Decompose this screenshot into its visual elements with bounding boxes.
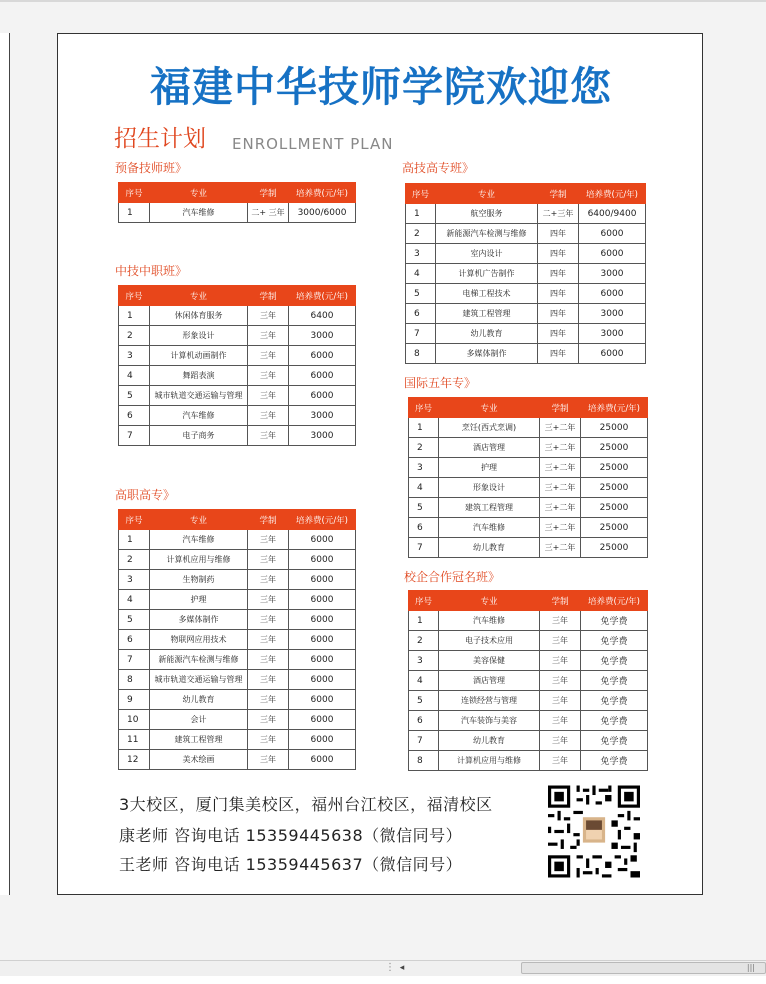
cell-duration: 三年 bbox=[540, 671, 581, 691]
cell-fee: 6000 bbox=[289, 670, 356, 690]
cell-fee: 6000 bbox=[579, 244, 646, 264]
cell-no: 2 bbox=[409, 438, 439, 458]
campus-info: 3大校区，厦门集美校区，福州台江校区，福清校区 bbox=[119, 795, 493, 814]
table-row bbox=[406, 344, 646, 364]
cell-duration: 二+ 三年 bbox=[248, 203, 289, 223]
cell-duration: 四年 bbox=[538, 344, 579, 364]
cell-no: 2 bbox=[119, 550, 150, 570]
cell-fee: 免学费 bbox=[581, 611, 648, 631]
table-gaoji bbox=[405, 183, 646, 364]
bottom-edge bbox=[0, 976, 766, 984]
table-row bbox=[119, 530, 356, 550]
cell-fee: 25000 bbox=[581, 538, 648, 558]
cell-fee: 6000 bbox=[579, 344, 646, 364]
cell-major: 汽车维修 bbox=[439, 518, 540, 538]
cell-fee: 免学费 bbox=[581, 751, 648, 771]
cell-duration: 三年 bbox=[540, 631, 581, 651]
table-header-row bbox=[409, 398, 648, 418]
cell-duration: 三年 bbox=[540, 691, 581, 711]
cell-major: 计算机动画制作 bbox=[150, 346, 248, 366]
cell-no: 1 bbox=[409, 611, 439, 631]
table-row bbox=[119, 346, 356, 366]
table-row bbox=[409, 498, 648, 518]
cell-fee: 6000 bbox=[289, 690, 356, 710]
cell-no: 2 bbox=[409, 631, 439, 651]
cell-no: 1 bbox=[119, 306, 150, 326]
cell-duration: 三年 bbox=[248, 426, 289, 446]
cell-major: 航空服务 bbox=[436, 204, 538, 224]
cell-fee: 6000 bbox=[289, 750, 356, 770]
cell-duration: 三年 bbox=[248, 650, 289, 670]
table-header-row bbox=[406, 184, 646, 204]
cell-major: 电子技术应用 bbox=[439, 631, 540, 651]
table-row bbox=[409, 631, 648, 651]
cell-no: 10 bbox=[119, 710, 150, 730]
cell-no: 4 bbox=[409, 671, 439, 691]
header-major: 专业 bbox=[439, 398, 540, 418]
cell-major: 幼儿教育 bbox=[436, 324, 538, 344]
table-row bbox=[119, 570, 356, 590]
header-major: 专业 bbox=[150, 286, 248, 306]
cell-duration: 三年 bbox=[540, 651, 581, 671]
table-header-row bbox=[119, 183, 356, 203]
header-major: 专业 bbox=[150, 183, 248, 203]
header-major: 专业 bbox=[439, 591, 540, 611]
cell-fee: 3000 bbox=[289, 326, 356, 346]
section-title-zhongji: 中技中职班》 bbox=[115, 264, 188, 278]
header-no: 序号 bbox=[406, 184, 436, 204]
contact-wang: 王老师 咨询电话 15359445637（微信同号） bbox=[119, 855, 463, 874]
plan-heading-en: ENROLLMENT PLAN bbox=[232, 135, 394, 153]
cell-major: 生物制药 bbox=[150, 570, 248, 590]
section-title-xiaoqi: 校企合作冠名班》 bbox=[404, 570, 501, 584]
cell-major: 电梯工程技术 bbox=[436, 284, 538, 304]
cell-no: 1 bbox=[406, 204, 436, 224]
cell-no: 4 bbox=[409, 478, 439, 498]
table-guoji bbox=[408, 397, 648, 558]
cell-fee: 25000 bbox=[581, 418, 648, 438]
cell-duration: 三年 bbox=[248, 326, 289, 346]
cell-duration: 三年 bbox=[248, 346, 289, 366]
cell-fee: 6000 bbox=[289, 650, 356, 670]
cell-major: 建筑工程管理 bbox=[439, 498, 540, 518]
table-row bbox=[119, 366, 356, 386]
cell-fee: 3000 bbox=[289, 426, 356, 446]
cell-major: 汽车维修 bbox=[439, 611, 540, 631]
cell-no: 8 bbox=[406, 344, 436, 364]
table-header-row bbox=[119, 510, 356, 530]
cell-no: 7 bbox=[119, 650, 150, 670]
cell-no: 6 bbox=[409, 711, 439, 731]
section-title-yubei: 预备技师班》 bbox=[115, 161, 188, 175]
cell-no: 2 bbox=[406, 224, 436, 244]
qr-code-icon bbox=[548, 785, 640, 878]
thumb-grip-icon: ||| bbox=[746, 963, 755, 972]
cell-major: 烹饪(西式烹调) bbox=[439, 418, 540, 438]
scrollbar-thumb[interactable] bbox=[521, 962, 766, 974]
table-row bbox=[406, 204, 646, 224]
cell-no: 7 bbox=[409, 538, 439, 558]
cell-duration: 三年 bbox=[248, 590, 289, 610]
header-no: 序号 bbox=[409, 591, 439, 611]
table-row bbox=[409, 751, 648, 771]
cell-duration: 三年 bbox=[248, 730, 289, 750]
table-row bbox=[119, 203, 356, 223]
header-duration: 学制 bbox=[248, 510, 289, 530]
cell-major: 连锁经营与管理 bbox=[439, 691, 540, 711]
cell-major: 汽车装饰与美容 bbox=[439, 711, 540, 731]
cell-fee: 25000 bbox=[581, 458, 648, 478]
table-row bbox=[119, 326, 356, 346]
cell-duration: 四年 bbox=[538, 224, 579, 244]
cell-major: 舞蹈表演 bbox=[150, 366, 248, 386]
cell-duration: 三+二年 bbox=[540, 538, 581, 558]
cell-duration: 三年 bbox=[248, 366, 289, 386]
cell-no: 1 bbox=[119, 530, 150, 550]
cell-major: 新能源汽车检测与维修 bbox=[436, 224, 538, 244]
section-title-gaozhi: 高职高专》 bbox=[115, 488, 176, 502]
header-duration: 学制 bbox=[540, 398, 581, 418]
cell-major: 酒店管理 bbox=[439, 671, 540, 691]
cell-fee: 25000 bbox=[581, 478, 648, 498]
cell-no: 9 bbox=[119, 690, 150, 710]
cell-duration: 四年 bbox=[538, 284, 579, 304]
table-row bbox=[119, 550, 356, 570]
cell-fee: 6000 bbox=[289, 366, 356, 386]
cell-fee: 25000 bbox=[581, 518, 648, 538]
header-major: 专业 bbox=[150, 510, 248, 530]
table-row bbox=[406, 264, 646, 284]
cell-no: 6 bbox=[406, 304, 436, 324]
cell-no: 7 bbox=[409, 731, 439, 751]
cell-major: 汽车维修 bbox=[150, 530, 248, 550]
cell-major: 幼儿教育 bbox=[150, 690, 248, 710]
table-zhongji bbox=[118, 285, 356, 446]
cell-fee: 免学费 bbox=[581, 651, 648, 671]
cell-no: 7 bbox=[119, 426, 150, 446]
table-header-row bbox=[119, 286, 356, 306]
table-row bbox=[406, 304, 646, 324]
contact-kang: 康老师 咨询电话 15359445638（微信同号） bbox=[119, 826, 463, 845]
table-row bbox=[406, 244, 646, 264]
cell-duration: 二+三年 bbox=[538, 204, 579, 224]
cell-fee: 免学费 bbox=[581, 631, 648, 651]
cell-no: 8 bbox=[409, 751, 439, 771]
cell-no: 2 bbox=[119, 326, 150, 346]
cell-fee: 6000 bbox=[289, 570, 356, 590]
page-title: 福建中华技师学院欢迎您 bbox=[150, 63, 612, 111]
table-row bbox=[406, 324, 646, 344]
header-fee: 培养费(元/年) bbox=[289, 510, 356, 530]
cell-fee: 25000 bbox=[581, 498, 648, 518]
cell-duration: 三+二年 bbox=[540, 438, 581, 458]
cell-no: 3 bbox=[409, 458, 439, 478]
cell-major: 会计 bbox=[150, 710, 248, 730]
cell-fee: 6000 bbox=[579, 284, 646, 304]
cell-duration: 三年 bbox=[248, 630, 289, 650]
cell-duration: 三年 bbox=[540, 751, 581, 771]
cell-major: 多媒体制作 bbox=[436, 344, 538, 364]
cell-duration: 三年 bbox=[248, 386, 289, 406]
cell-duration: 三+二年 bbox=[540, 478, 581, 498]
cell-fee: 免学费 bbox=[581, 691, 648, 711]
cell-major: 室内设计 bbox=[436, 244, 538, 264]
cell-fee: 免学费 bbox=[581, 671, 648, 691]
cell-major: 幼儿教育 bbox=[439, 731, 540, 751]
cell-no: 3 bbox=[119, 346, 150, 366]
table-row bbox=[119, 406, 356, 426]
cell-duration: 四年 bbox=[538, 264, 579, 284]
table-row bbox=[119, 386, 356, 406]
table-row bbox=[409, 418, 648, 438]
header-no: 序号 bbox=[119, 183, 150, 203]
header-fee: 培养费(元/年) bbox=[581, 591, 648, 611]
cell-major: 建筑工程管理 bbox=[436, 304, 538, 324]
table-xiaoqi bbox=[408, 590, 648, 771]
cell-fee: 6000 bbox=[289, 530, 356, 550]
table-row bbox=[119, 730, 356, 750]
table-row bbox=[406, 284, 646, 304]
cell-duration: 四年 bbox=[538, 304, 579, 324]
cell-fee: 6000 bbox=[289, 730, 356, 750]
cell-duration: 三+二年 bbox=[540, 458, 581, 478]
table-row bbox=[409, 438, 648, 458]
cell-no: 6 bbox=[119, 630, 150, 650]
section-title-gaoji: 高技高专班》 bbox=[402, 161, 475, 175]
cell-major: 休闲体育服务 bbox=[150, 306, 248, 326]
cell-no: 5 bbox=[406, 284, 436, 304]
cell-major: 多媒体制作 bbox=[150, 610, 248, 630]
cell-major: 形象设计 bbox=[150, 326, 248, 346]
table-row bbox=[406, 224, 646, 244]
cell-duration: 三年 bbox=[248, 550, 289, 570]
header-duration: 学制 bbox=[538, 184, 579, 204]
cell-major: 电子商务 bbox=[150, 426, 248, 446]
cell-fee: 3000 bbox=[579, 304, 646, 324]
cell-no: 3 bbox=[406, 244, 436, 264]
cell-no: 1 bbox=[409, 418, 439, 438]
header-fee: 培养费(元/年) bbox=[289, 183, 356, 203]
cell-no: 5 bbox=[119, 386, 150, 406]
table-row bbox=[409, 478, 648, 498]
cell-major: 计算机应用与维修 bbox=[439, 751, 540, 771]
cell-no: 3 bbox=[119, 570, 150, 590]
cell-duration: 三年 bbox=[248, 750, 289, 770]
cell-major: 护理 bbox=[439, 458, 540, 478]
header-no: 序号 bbox=[119, 510, 150, 530]
cell-major: 护理 bbox=[150, 590, 248, 610]
cell-major: 城市轨道交通运输与管理 bbox=[150, 670, 248, 690]
cell-no: 11 bbox=[119, 730, 150, 750]
cell-no: 6 bbox=[409, 518, 439, 538]
section-title-guoji: 国际五年专》 bbox=[404, 376, 477, 390]
table-header-row bbox=[409, 591, 648, 611]
header-duration: 学制 bbox=[248, 286, 289, 306]
cell-no: 4 bbox=[406, 264, 436, 284]
scroll-grip-icon[interactable]: ⋮ bbox=[385, 962, 395, 973]
cell-fee: 6000 bbox=[289, 550, 356, 570]
cell-no: 7 bbox=[406, 324, 436, 344]
cell-duration: 三年 bbox=[540, 731, 581, 751]
table-row bbox=[119, 710, 356, 730]
cell-fee: 6000 bbox=[579, 224, 646, 244]
table-row bbox=[409, 671, 648, 691]
cell-no: 5 bbox=[409, 498, 439, 518]
enrollment-poster bbox=[57, 33, 703, 895]
cell-duration: 三年 bbox=[248, 690, 289, 710]
table-row bbox=[409, 651, 648, 671]
header-duration: 学制 bbox=[248, 183, 289, 203]
table-row bbox=[119, 690, 356, 710]
header-duration: 学制 bbox=[540, 591, 581, 611]
table-row bbox=[409, 731, 648, 751]
table-row bbox=[119, 630, 356, 650]
table-gaozhi bbox=[118, 509, 356, 770]
table-row bbox=[409, 458, 648, 478]
cell-major: 汽车维修 bbox=[150, 203, 248, 223]
table-row bbox=[119, 670, 356, 690]
table-row bbox=[119, 306, 356, 326]
cell-duration: 三年 bbox=[248, 570, 289, 590]
table-row bbox=[119, 610, 356, 630]
cell-duration: 三年 bbox=[540, 611, 581, 631]
cell-fee: 6000 bbox=[289, 590, 356, 610]
cell-fee: 免学费 bbox=[581, 731, 648, 751]
cell-major: 计算机广告制作 bbox=[436, 264, 538, 284]
table-row bbox=[409, 711, 648, 731]
cell-duration: 三年 bbox=[248, 610, 289, 630]
cell-fee: 6000 bbox=[289, 386, 356, 406]
cell-duration: 四年 bbox=[538, 324, 579, 344]
cell-fee: 6000 bbox=[289, 610, 356, 630]
cell-no: 4 bbox=[119, 366, 150, 386]
cell-major: 汽车维修 bbox=[150, 406, 248, 426]
cell-duration: 三年 bbox=[248, 406, 289, 426]
cell-duration: 三年 bbox=[540, 711, 581, 731]
cell-duration: 三年 bbox=[248, 670, 289, 690]
table-row bbox=[409, 611, 648, 631]
cell-fee: 3000 bbox=[579, 264, 646, 284]
cell-major: 美容保健 bbox=[439, 651, 540, 671]
cell-duration: 三+二年 bbox=[540, 418, 581, 438]
cell-major: 形象设计 bbox=[439, 478, 540, 498]
header-no: 序号 bbox=[119, 286, 150, 306]
header-fee: 培养费(元/年) bbox=[579, 184, 646, 204]
cell-fee: 6000 bbox=[289, 710, 356, 730]
table-row bbox=[409, 518, 648, 538]
table-row bbox=[119, 650, 356, 670]
cell-no: 12 bbox=[119, 750, 150, 770]
scroll-left-arrow-icon[interactable]: ◂ bbox=[399, 963, 405, 973]
previous-page-edge bbox=[0, 33, 10, 895]
cell-fee: 25000 bbox=[581, 438, 648, 458]
header-fee: 培养费(元/年) bbox=[289, 286, 356, 306]
cell-fee: 6400/9400 bbox=[579, 204, 646, 224]
cell-no: 3 bbox=[409, 651, 439, 671]
cell-duration: 三年 bbox=[248, 530, 289, 550]
cell-no: 1 bbox=[119, 203, 150, 223]
cell-no: 8 bbox=[119, 670, 150, 690]
header-fee: 培养费(元/年) bbox=[581, 398, 648, 418]
cell-major: 酒店管理 bbox=[439, 438, 540, 458]
cell-major: 幼儿教育 bbox=[439, 538, 540, 558]
cell-no: 4 bbox=[119, 590, 150, 610]
cell-major: 物联网应用技术 bbox=[150, 630, 248, 650]
header-major: 专业 bbox=[436, 184, 538, 204]
cell-major: 计算机应用与维修 bbox=[150, 550, 248, 570]
cell-duration: 四年 bbox=[538, 244, 579, 264]
table-row bbox=[119, 590, 356, 610]
cell-major: 建筑工程管理 bbox=[150, 730, 248, 750]
cell-fee: 3000 bbox=[289, 406, 356, 426]
plan-heading: 招生计划 bbox=[114, 126, 206, 152]
cell-major: 城市轨道交通运输与管理 bbox=[150, 386, 248, 406]
header-no: 序号 bbox=[409, 398, 439, 418]
cell-fee: 3000 bbox=[579, 324, 646, 344]
cell-major: 新能源汽车检测与维修 bbox=[150, 650, 248, 670]
cell-fee: 6000 bbox=[289, 630, 356, 650]
cell-duration: 三年 bbox=[248, 306, 289, 326]
cell-duration: 三+二年 bbox=[540, 518, 581, 538]
cell-duration: 三年 bbox=[248, 710, 289, 730]
cell-major: 美术绘画 bbox=[150, 750, 248, 770]
cell-no: 5 bbox=[409, 691, 439, 711]
cell-fee: 6000 bbox=[289, 346, 356, 366]
cell-fee: 6400 bbox=[289, 306, 356, 326]
cell-duration: 三+二年 bbox=[540, 498, 581, 518]
table-yubei bbox=[118, 182, 356, 223]
cell-fee: 3000/6000 bbox=[289, 203, 356, 223]
top-border bbox=[0, 0, 766, 2]
table-row bbox=[409, 538, 648, 558]
table-row bbox=[119, 426, 356, 446]
cell-no: 5 bbox=[119, 610, 150, 630]
table-row bbox=[409, 691, 648, 711]
table-row bbox=[119, 750, 356, 770]
cell-fee: 免学费 bbox=[581, 711, 648, 731]
cell-no: 6 bbox=[119, 406, 150, 426]
